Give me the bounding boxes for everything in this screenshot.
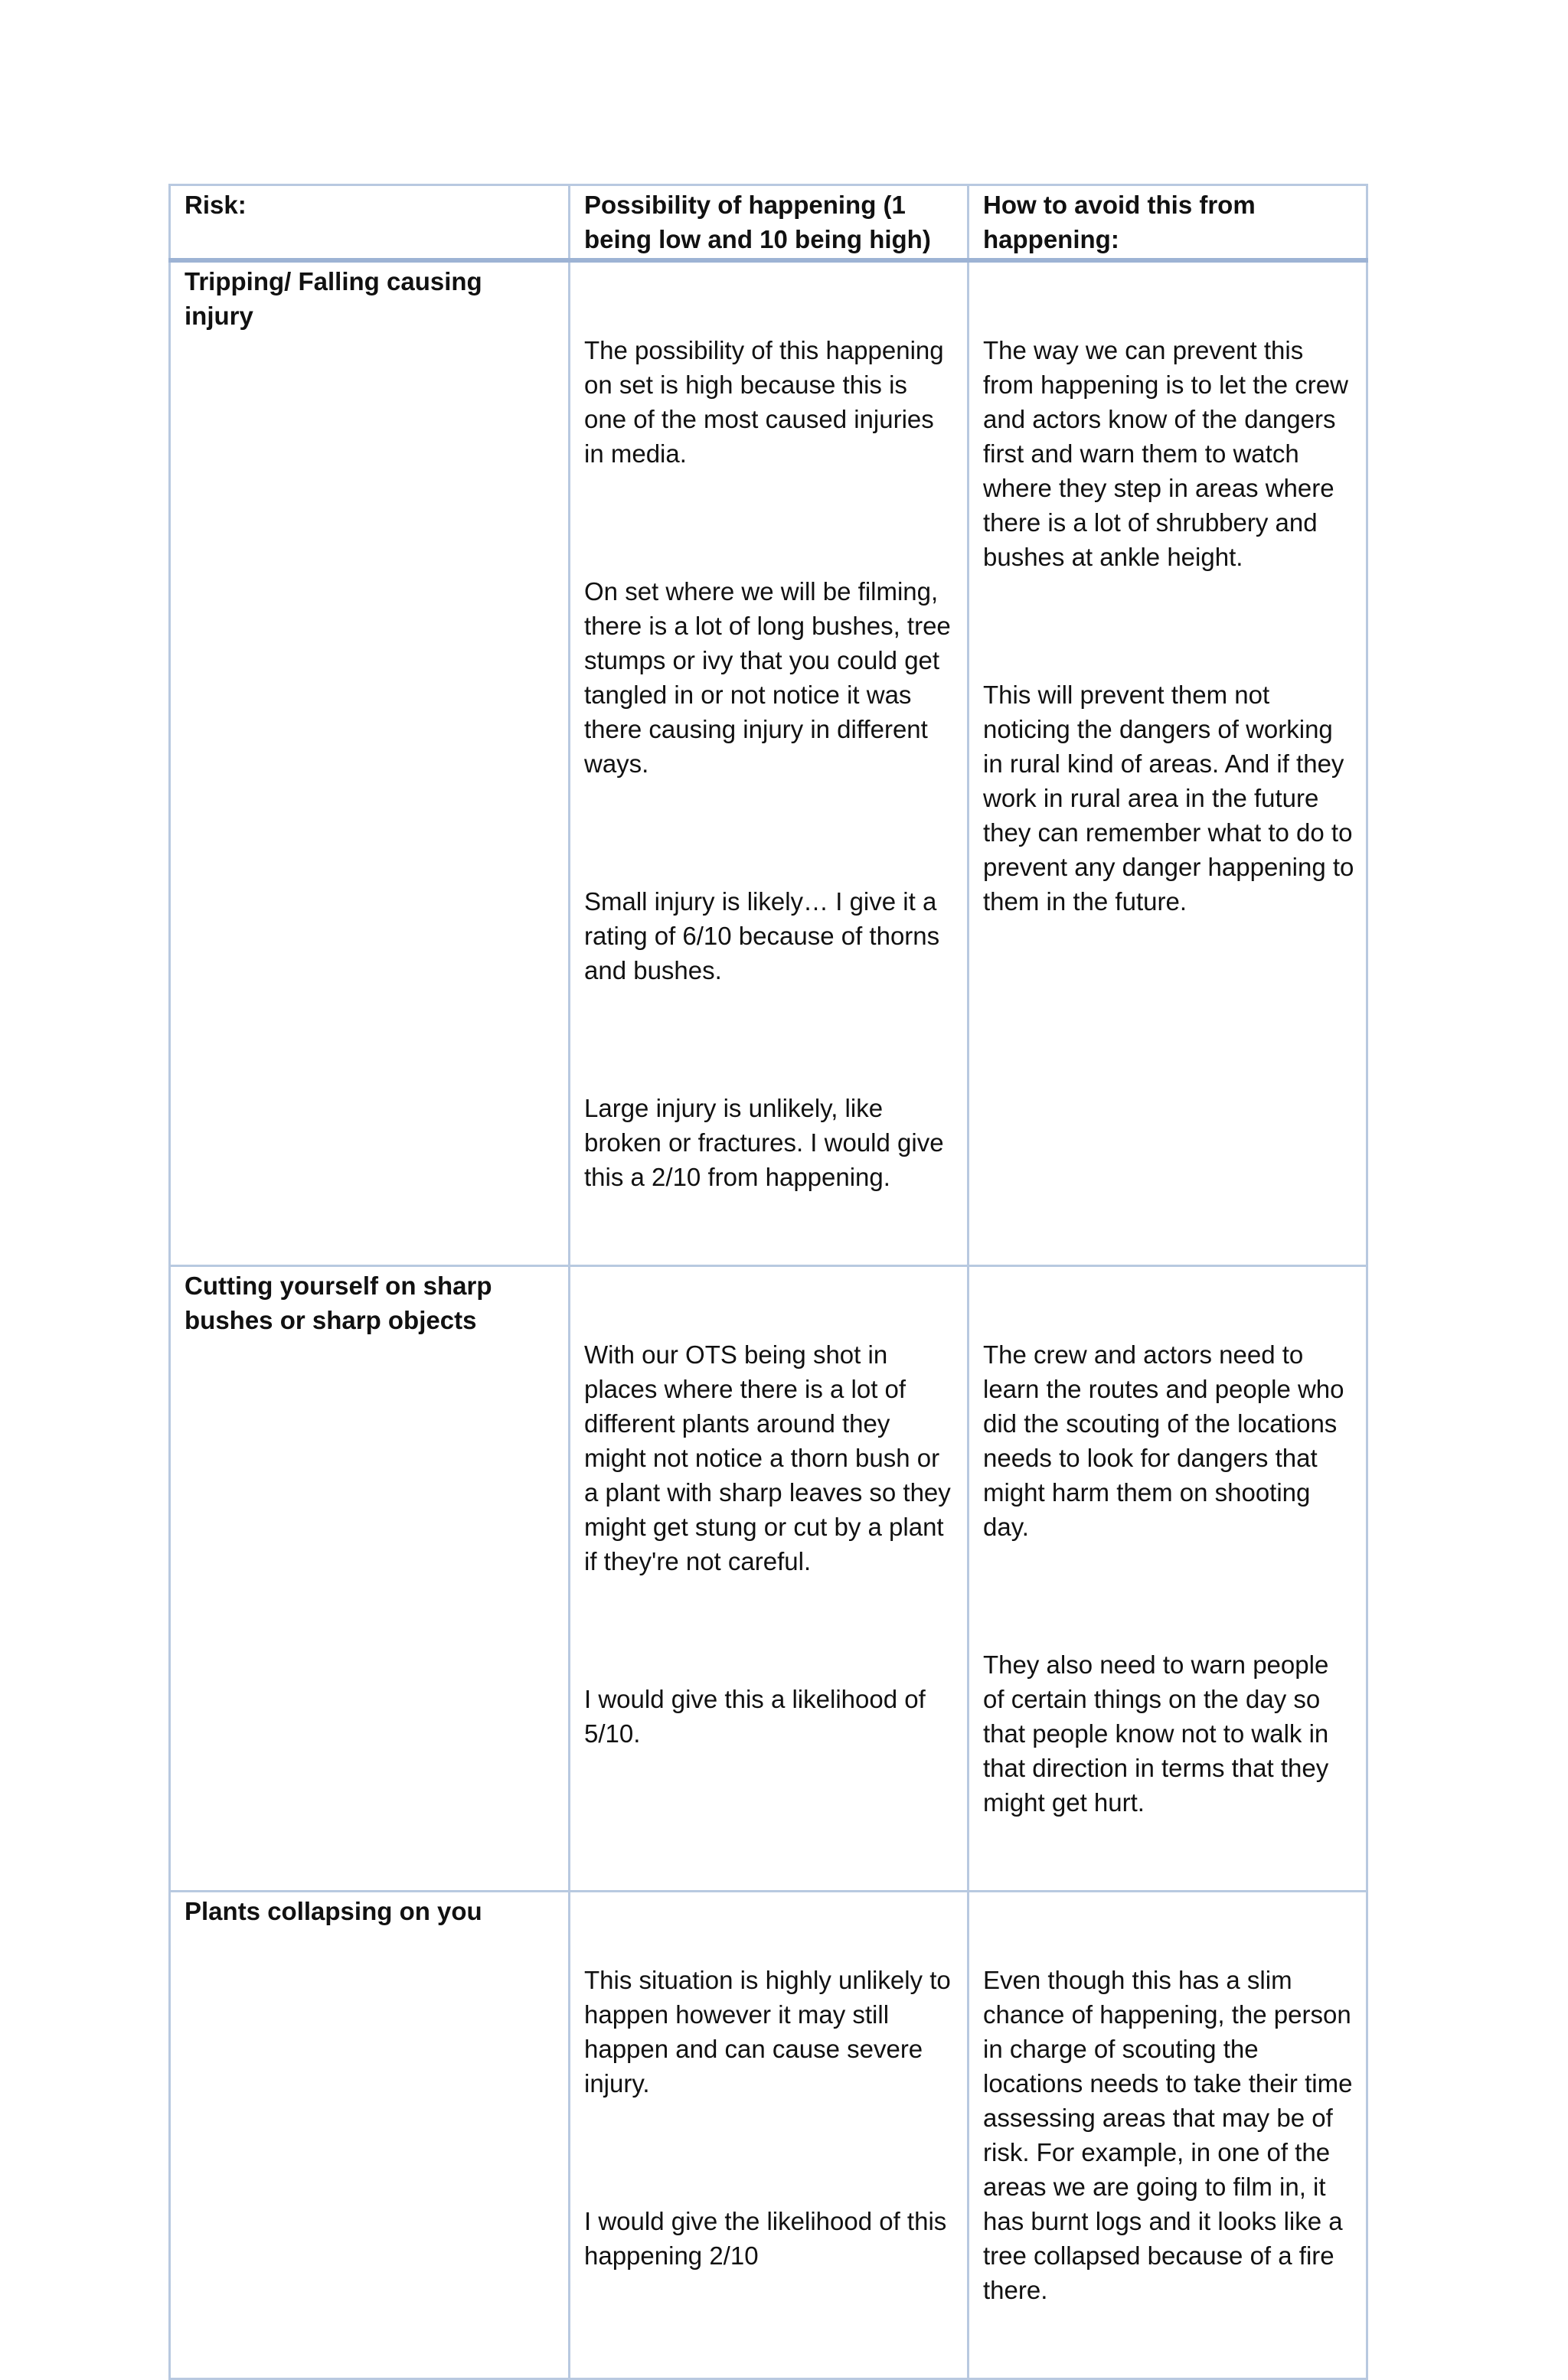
table-header-row [170,185,1367,261]
avoid-paragraph: Even though this has a slim chance of happening, the person in charge of scouting the locations needs to take their time assessing areas that may be of risk. For example, in one of the areas we are going to film in, it has burnt logs and it looks like a tree collapsed because of a fire there. [983,1966,1360,2304]
possibility-cell [570,1892,969,2379]
possibility-paragraph: The possibility of this happening on set is high because this is one of the most caused injuries in media. [584,336,951,468]
risk-cell: Plants collapsing on you [170,1892,570,2379]
possibility-paragraph: Small injury is likely… I give it a rating of 6/10 because of thorns and bushes. [584,887,947,984]
table-row [170,1892,1367,2379]
avoid-cell [969,1892,1367,2379]
avoid-paragraph: The way we can prevent this from happening is to let the crew and actors know of the dangers first and warn them to watch where they step in areas where there is a lot of shrubbery and bushes at ankle height. [983,336,1356,571]
header-risk: Risk: [170,185,570,261]
avoid-paragraph: They also need to warn people of certain things on the day so that people know not to walk in that direction in terms that they might get hurt. [983,1650,1336,1817]
possibility-paragraph: I would give this a likelihood of 5/10. [584,1685,933,1748]
header-possibility: Possibility of happening (1 being low and 10 being high) [570,185,969,261]
possibility-paragraph: With our OTS being shot in places where there is a lot of different plants around they might not notice a thorn bush or a plant with sharp leaves so they might get stung or cut by a plant if they're not careful. [584,1340,958,1575]
possibility-paragraph: This situation is highly unlikely to happen however it may still happen and can cause severe injury. [584,1966,958,2098]
possibility-paragraph: Large injury is unlikely, like broken or fractures. I would give this a 2/10 from happening. [584,1094,951,1191]
table-row [170,1266,1367,1892]
avoid-paragraph: This will prevent them not noticing the dangers of working in rural kind of areas. And if they work in rural area in the future they can remember what to do to prevent any danger happening to them in the future. [983,681,1361,916]
possibility-cell [570,260,969,1266]
risk-cell: Tripping/ Falling causing injury [170,260,570,1266]
possibility-paragraph: On set where we will be filming, there is a lot of long bushes, tree stumps or ivy that you could get tangled in or not notice it was there causing injury in different ways. [584,577,958,778]
possibility-cell [570,1266,969,1892]
avoid-paragraph: The crew and actors need to learn the routes and people who did the scouting of the locations needs to look for dangers that might harm them on shooting day. [983,1340,1351,1541]
header-avoid: How to avoid this from happening: [969,185,1367,261]
risk-cell: Cutting yourself on sharp bushes or sharp objects [170,1266,570,1892]
avoid-cell [969,260,1367,1266]
risk-assessment-table [168,184,1368,2380]
possibility-paragraph: I would give the likelihood of this happening 2/10 [584,2207,954,2270]
avoid-cell [969,1266,1367,1892]
table-row [170,260,1367,1266]
